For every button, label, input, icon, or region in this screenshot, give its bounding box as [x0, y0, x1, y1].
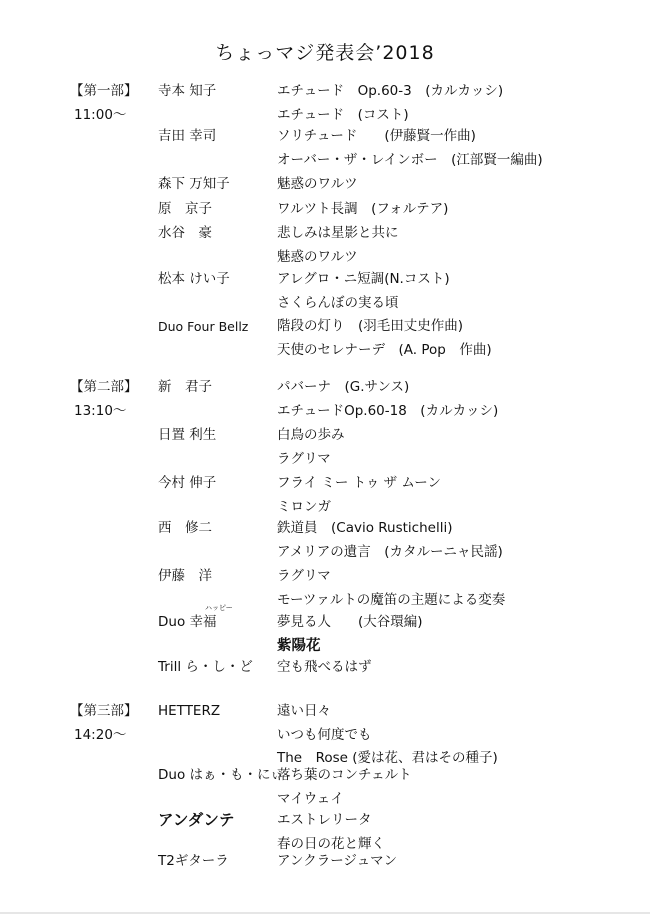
performer-name-text: Duo 幸福 — [158, 614, 217, 630]
work-title: 空も飛べるはず — [277, 659, 372, 675]
performer-name: 新 君子 — [158, 379, 212, 395]
performer-name: 水谷 豪 — [158, 225, 212, 241]
work-list — [277, 517, 503, 564]
work-title: 天使のセレナーデ (A. Pop 作曲) — [277, 341, 492, 358]
work-title: エチュード Op.60-3 (カルカッシ) — [277, 83, 504, 99]
work-title: ソリチュード (伊藤賢一作曲) — [277, 128, 476, 144]
work-title: モーツァルトの魔笛の主題による変奏 — [277, 591, 506, 608]
performer-name: Duo Four Bellz — [158, 319, 249, 334]
work-list — [277, 268, 450, 315]
work-title: ラグリマ — [277, 568, 331, 584]
work-list — [277, 376, 498, 423]
name-reading: ハッピー — [205, 604, 233, 612]
work-list — [277, 764, 412, 811]
work-title: アンクラージュマン — [277, 853, 398, 869]
work-title: オーバー・ザ・レインボー (江部賢一編曲) — [277, 151, 543, 168]
work-title: ワルツト長調 (フォルテア) — [277, 201, 449, 217]
performer-name: 松本 けい子 — [158, 271, 230, 287]
work-list — [277, 173, 358, 197]
section-time: 14:20〜 — [74, 726, 127, 743]
work-title: さくらんぼの実る頃 — [277, 294, 399, 311]
work-title: エチュード (コスト) — [277, 106, 409, 123]
section-label: 【第二部】 — [70, 379, 138, 395]
work-title: 落ち葉のコンチェルト — [277, 767, 412, 783]
work-title: ラグリマ — [277, 450, 331, 467]
performer-name: 今村 伸子 — [158, 475, 217, 491]
section-label: 【第三部】 — [70, 703, 138, 719]
work-title: アレグロ・ニ短調(N.コスト) — [277, 271, 450, 287]
performer-name: Duo はぁ・も・にぃ — [158, 767, 284, 783]
performer-name: Trill ら・し・ど — [158, 659, 253, 675]
performer-name: T2ギターラ — [158, 853, 229, 869]
performer-name — [158, 611, 217, 635]
work-title: 春の日の花と輝く — [277, 835, 385, 852]
work-list — [277, 656, 372, 680]
performer-name: 伊藤 洋 — [158, 568, 212, 584]
work-title: 鉄道員 (Cavio Rustichelli) — [277, 520, 453, 536]
work-title: 悲しみは星影と共に — [277, 225, 399, 241]
work-title: アメリアの遺言 (カタルーニャ民謡) — [277, 543, 503, 560]
work-list — [277, 80, 503, 127]
performer-name: 日置 利生 — [158, 427, 217, 443]
performer-name: アンダンテ — [158, 811, 235, 829]
work-title: エチュードOp.60-18 (カルカッシ) — [277, 402, 499, 419]
work-title: エストレリータ — [277, 812, 372, 828]
work-list — [277, 700, 498, 771]
section-label: 【第一部】 — [70, 83, 138, 99]
program-title: ちょっマジ発表会’2018 — [215, 42, 435, 64]
work-list — [277, 850, 397, 874]
performer-name: HETTERZ — [158, 703, 221, 719]
work-title: 白鳥の歩み — [277, 427, 345, 443]
work-title: 魅惑のワルツ — [277, 248, 358, 265]
work-title: 紫陽花 — [277, 637, 321, 654]
performer-name: 西 修二 — [158, 520, 212, 536]
work-list — [277, 611, 423, 658]
scan-bottom-edge — [0, 912, 650, 914]
work-list — [277, 565, 505, 612]
work-title: 階段の灯り (羽毛田丈史作曲) — [277, 318, 464, 334]
work-title: 夢見る人 (大谷環編) — [277, 614, 423, 630]
performer-name: 森下 万知子 — [158, 176, 230, 192]
work-list — [277, 472, 441, 519]
work-list — [277, 125, 543, 172]
work-title: ミロンガ — [277, 498, 331, 515]
section-time: 13:10〜 — [74, 402, 127, 419]
work-title: 魅惑のワルツ — [277, 176, 358, 192]
work-list — [277, 809, 385, 856]
work-list — [277, 315, 492, 362]
performer-name: 吉田 幸司 — [158, 128, 217, 144]
section-time: 11:00〜 — [74, 106, 127, 123]
work-title: フライ ミー トゥ ザ ムーン — [277, 475, 441, 491]
performer-name: 原 京子 — [158, 201, 212, 217]
work-list — [277, 198, 448, 222]
work-list — [277, 222, 399, 269]
work-title: パバーナ (G.サンス) — [277, 379, 410, 395]
work-title: マイウェイ — [277, 790, 344, 807]
performer-name: 寺本 知子 — [158, 83, 217, 99]
work-title: いつも何度でも — [277, 726, 372, 743]
work-title: The Rose (愛は花、君はその種子) — [277, 750, 498, 766]
work-list — [277, 424, 345, 471]
work-title: 遠い日々 — [277, 703, 331, 719]
